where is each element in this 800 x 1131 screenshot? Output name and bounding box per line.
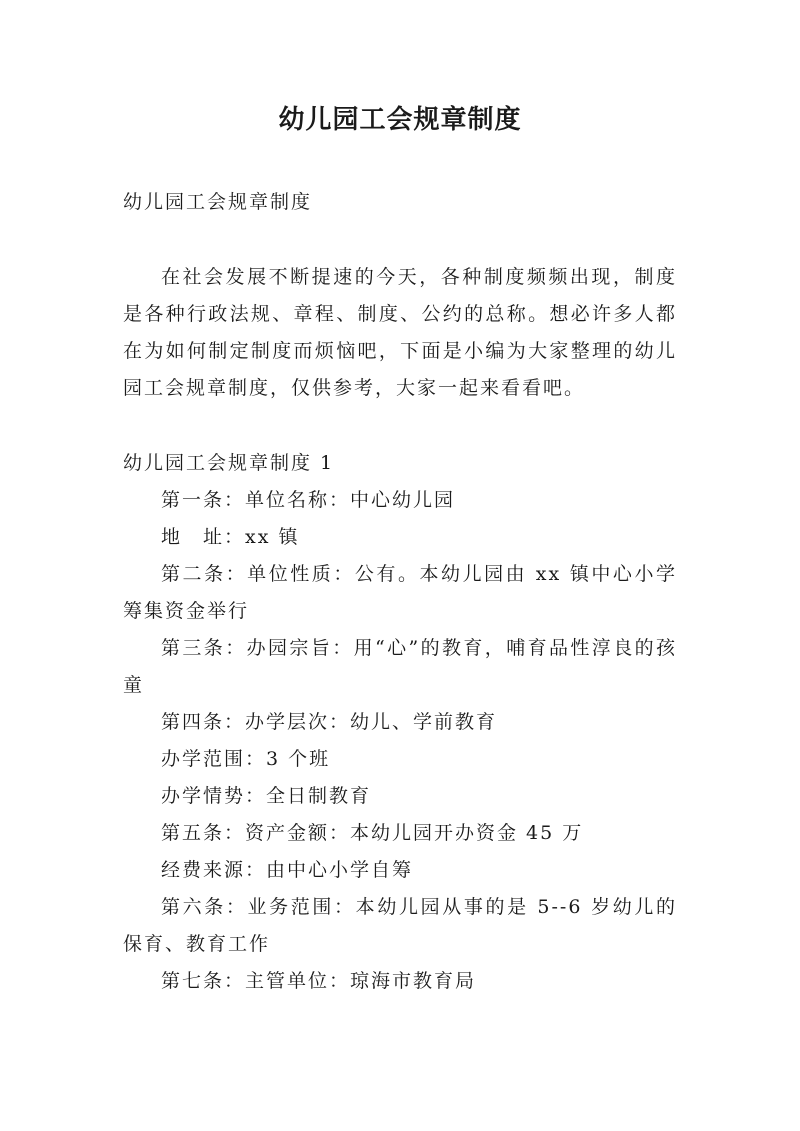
article-line: 第三条：办园宗旨：用“心”的教育，哺育品性淳良的孩童 xyxy=(123,637,677,696)
article-line: 办学情势：全日制教育 xyxy=(161,785,372,807)
intro-paragraph: 在社会发展不断提速的今天，各种制度频频出现，制度是各种行政法规、章程、制度、公约的总称。想必许多人都在为如何制定制度而烦恼吧，下面是小编为大家整理的幼儿园工会规章制度，仅供参考，大家一起来看看吧。 xyxy=(123,266,677,399)
article-line: 第七条：主管单位：琼海市教育局 xyxy=(161,970,477,992)
article-line: 第五条：资产金额：本幼儿园开办资金 45 万 xyxy=(161,822,584,844)
article-line: 第六条：业务范围：本幼儿园从事的是 5--6 岁幼儿的保育、教育工作 xyxy=(123,896,677,955)
document-title: 幼儿园工会规章制度 xyxy=(278,105,522,135)
article-line: 经费来源：由中心小学自筹 xyxy=(161,859,414,881)
document-subtitle: 幼儿园工会规章制度 xyxy=(123,191,313,213)
document-body xyxy=(123,184,677,1000)
article-line: 办学范围：3 个班 xyxy=(161,748,331,770)
article-line: 第二条：单位性质：公有。本幼儿园由 xx 镇中心小学筹集资金举行 xyxy=(123,563,677,622)
section-heading: 幼儿园工会规章制度 1 xyxy=(123,452,335,474)
article-line: 第四条：办学层次：幼儿、学前教育 xyxy=(161,711,498,733)
article-line: 地 址：xx 镇 xyxy=(161,526,300,548)
article-line: 第一条：单位名称：中心幼儿园 xyxy=(161,489,456,511)
